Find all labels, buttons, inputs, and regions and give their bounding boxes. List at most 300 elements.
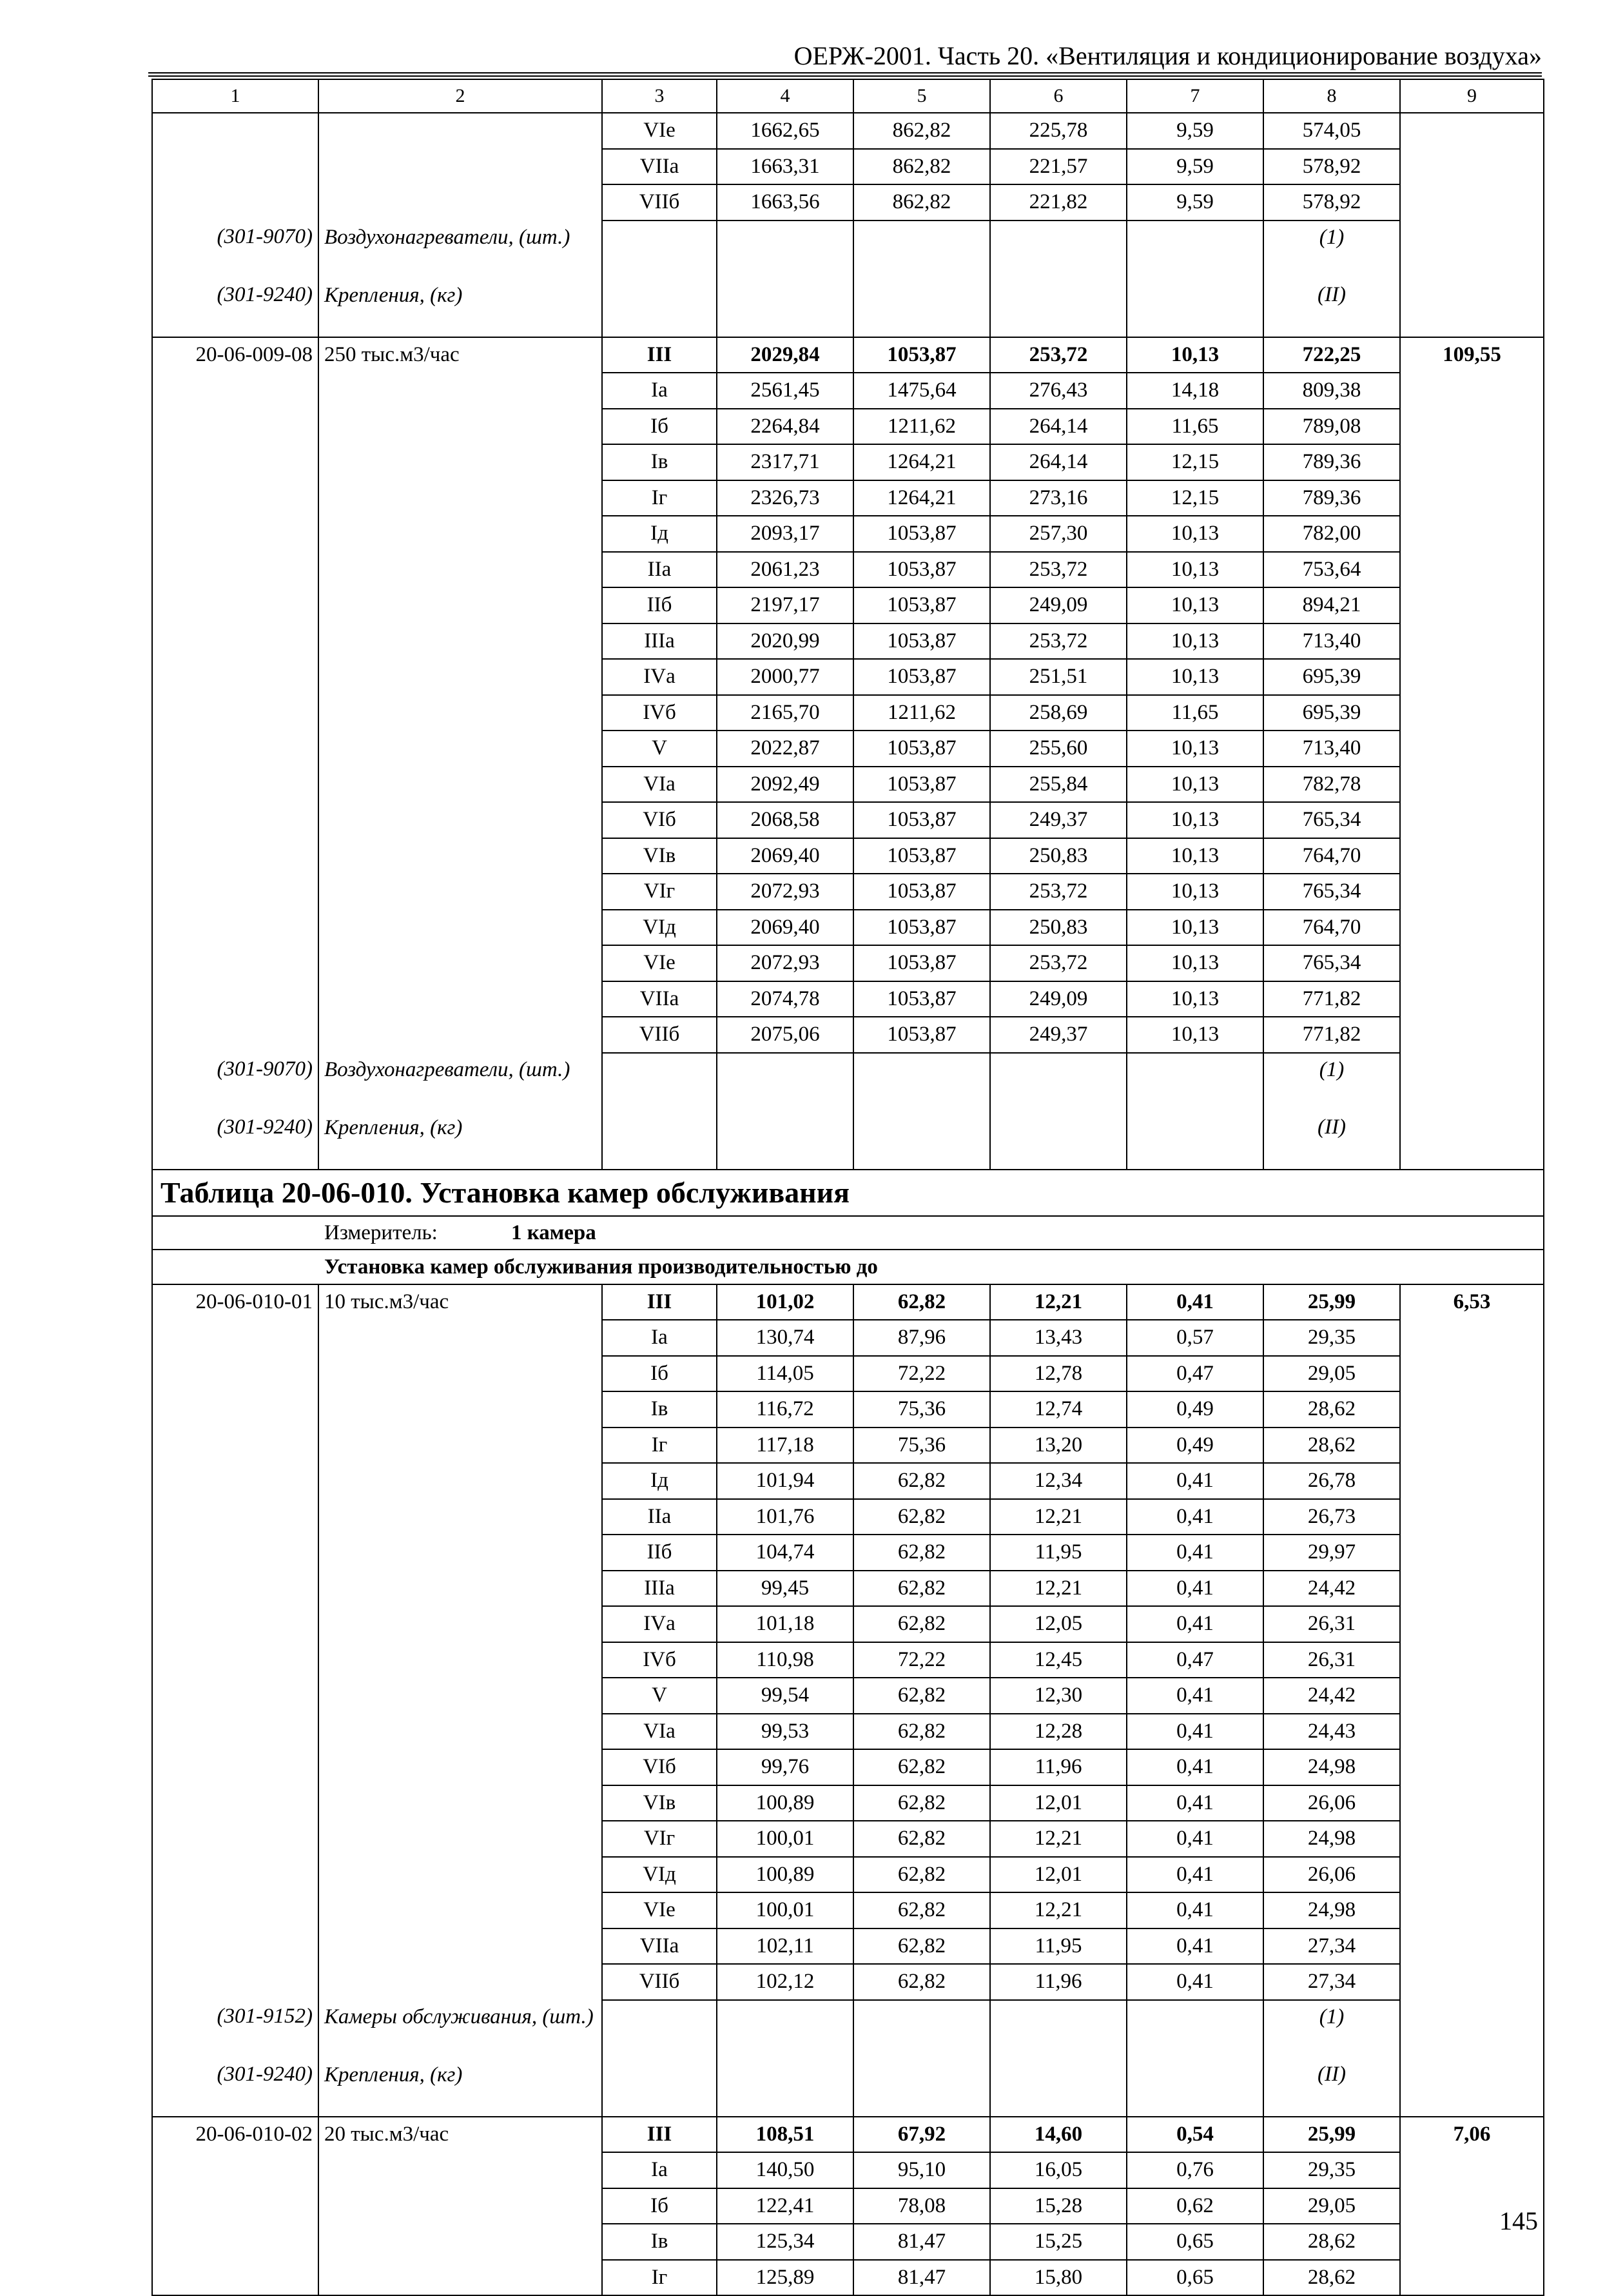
value-cell: 258,69 bbox=[990, 695, 1127, 731]
value-cell: 253,72 bbox=[990, 945, 1127, 981]
total-cell bbox=[1400, 1785, 1544, 1821]
value-cell: 1053,87 bbox=[853, 767, 990, 803]
value-cell: 28,62 bbox=[1263, 1391, 1400, 1428]
rate-code bbox=[152, 945, 318, 981]
rate-code bbox=[152, 874, 318, 910]
total-cell bbox=[1400, 587, 1544, 623]
total-cell bbox=[1400, 838, 1544, 874]
value-cell: 255,60 bbox=[990, 731, 1127, 767]
value-cell: 114,05 bbox=[717, 1356, 853, 1392]
value-cell: 13,20 bbox=[990, 1428, 1127, 1464]
rate-name bbox=[318, 2152, 602, 2188]
value-cell: 2074,78 bbox=[717, 981, 853, 1017]
value-cell: 0,41 bbox=[1127, 1892, 1263, 1928]
value-cell: 11,95 bbox=[990, 1928, 1127, 1965]
total-cell bbox=[1400, 516, 1544, 552]
value-cell: 62,82 bbox=[853, 1535, 990, 1571]
rate-name bbox=[318, 2260, 602, 2296]
rate-code bbox=[152, 113, 318, 149]
value-cell: 722,25 bbox=[1263, 337, 1400, 373]
empty-cell bbox=[853, 221, 990, 279]
value-cell: 2264,84 bbox=[717, 409, 853, 445]
zone-cell: Iд bbox=[602, 1463, 717, 1499]
empty-cell bbox=[717, 1111, 853, 1170]
value-cell: 2561,45 bbox=[717, 373, 853, 409]
value-cell: 100,01 bbox=[717, 1821, 853, 1857]
value-cell: 108,51 bbox=[717, 2117, 853, 2153]
value-cell: 2072,93 bbox=[717, 874, 853, 910]
rate-code bbox=[152, 1017, 318, 1053]
rate-code bbox=[152, 1749, 318, 1785]
value-cell: 0,41 bbox=[1127, 1857, 1263, 1893]
value-cell: 0,41 bbox=[1127, 1606, 1263, 1642]
rate-code bbox=[152, 1928, 318, 1965]
empty-cell bbox=[1400, 279, 1544, 337]
value-cell: 225,78 bbox=[990, 113, 1127, 149]
rate-name bbox=[318, 1785, 602, 1821]
value-cell: 10,13 bbox=[1127, 910, 1263, 946]
value-cell: 2075,06 bbox=[717, 1017, 853, 1053]
empty-cell bbox=[1127, 1111, 1263, 1170]
value-cell: 102,11 bbox=[717, 1928, 853, 1965]
table-row bbox=[152, 113, 1544, 149]
zone-cell: IIа bbox=[602, 552, 717, 588]
value-cell: 10,13 bbox=[1127, 659, 1263, 695]
value-cell: 764,70 bbox=[1263, 838, 1400, 874]
column-number: 3 bbox=[602, 79, 717, 113]
value-cell: 0,41 bbox=[1127, 1678, 1263, 1714]
zone-cell: VIб bbox=[602, 802, 717, 838]
value-cell: 25,99 bbox=[1263, 2117, 1400, 2153]
total-cell bbox=[1400, 1428, 1544, 1464]
value-cell: 771,82 bbox=[1263, 981, 1400, 1017]
resource-name: Воздухонагреватели, (шт.) bbox=[318, 1053, 602, 1111]
rate-name: 10 тыс.м3/час bbox=[318, 1284, 602, 1320]
zone-cell: V bbox=[602, 1678, 717, 1714]
value-cell: 99,45 bbox=[717, 1571, 853, 1607]
value-cell: 29,35 bbox=[1263, 2152, 1400, 2188]
rate-name bbox=[318, 659, 602, 695]
rate-code bbox=[152, 1535, 318, 1571]
rate-code bbox=[152, 1499, 318, 1535]
rates-table-body bbox=[152, 79, 1544, 2295]
resource-value: (1) bbox=[1263, 221, 1400, 279]
resource-row bbox=[152, 279, 1544, 337]
zone-cell: Iд bbox=[602, 516, 717, 552]
value-cell: 0,54 bbox=[1127, 2117, 1263, 2153]
value-cell: 62,82 bbox=[853, 1821, 990, 1857]
rate-code: 20-06-010-02 bbox=[152, 2117, 318, 2153]
value-cell: 26,06 bbox=[1263, 1785, 1400, 1821]
rate-code bbox=[152, 1320, 318, 1356]
value-cell: 10,13 bbox=[1127, 874, 1263, 910]
table-row bbox=[152, 838, 1544, 874]
value-cell: 1053,87 bbox=[853, 981, 990, 1017]
rate-code bbox=[152, 2260, 318, 2296]
value-cell: 771,82 bbox=[1263, 1017, 1400, 1053]
empty-cell bbox=[1400, 1053, 1544, 1111]
rate-name: 250 тыс.м3/час bbox=[318, 337, 602, 373]
value-cell: 0,41 bbox=[1127, 1749, 1263, 1785]
value-cell: 2197,17 bbox=[717, 587, 853, 623]
value-cell: 12,30 bbox=[990, 1678, 1127, 1714]
table-row bbox=[152, 767, 1544, 803]
column-number: 5 bbox=[853, 79, 990, 113]
empty-cell bbox=[990, 279, 1127, 337]
value-cell: 2061,23 bbox=[717, 552, 853, 588]
value-cell: 862,82 bbox=[853, 184, 990, 221]
zone-cell: VIг bbox=[602, 874, 717, 910]
rate-name bbox=[318, 874, 602, 910]
value-cell: 12,15 bbox=[1127, 480, 1263, 516]
value-cell: 10,13 bbox=[1127, 838, 1263, 874]
table-row bbox=[152, 874, 1544, 910]
value-cell: 0,47 bbox=[1127, 1642, 1263, 1678]
rate-code bbox=[152, 623, 318, 660]
value-cell: 81,47 bbox=[853, 2260, 990, 2296]
value-cell: 789,08 bbox=[1263, 409, 1400, 445]
value-cell: 11,65 bbox=[1127, 695, 1263, 731]
table-title: Таблица 20-06-010. Установка камер обслуживания bbox=[152, 1170, 1544, 1216]
empty-cell bbox=[1127, 1053, 1263, 1111]
total-cell bbox=[1400, 695, 1544, 731]
value-cell: 24,98 bbox=[1263, 1749, 1400, 1785]
rate-code bbox=[152, 409, 318, 445]
table-row bbox=[152, 373, 1544, 409]
table-row bbox=[152, 1356, 1544, 1392]
table-row bbox=[152, 1606, 1544, 1642]
rate-code bbox=[152, 1678, 318, 1714]
value-cell: 62,82 bbox=[853, 1928, 990, 1965]
table-row bbox=[152, 1571, 1544, 1607]
value-cell: 809,38 bbox=[1263, 373, 1400, 409]
column-number: 1 bbox=[152, 79, 318, 113]
rate-name bbox=[318, 1714, 602, 1750]
zone-cell: VIIа bbox=[602, 149, 717, 185]
zone-cell: Iг bbox=[602, 1428, 717, 1464]
value-cell: 12,45 bbox=[990, 1642, 1127, 1678]
empty-cell bbox=[1400, 2000, 1544, 2058]
zone-cell: IIIа bbox=[602, 1571, 717, 1607]
table-row bbox=[152, 1821, 1544, 1857]
zone-cell: VIе bbox=[602, 1892, 717, 1928]
value-cell: 10,13 bbox=[1127, 623, 1263, 660]
rate-code bbox=[152, 767, 318, 803]
rate-name bbox=[318, 767, 602, 803]
value-cell: 894,21 bbox=[1263, 587, 1400, 623]
value-cell: 99,76 bbox=[717, 1749, 853, 1785]
table-row bbox=[152, 587, 1544, 623]
header-rule bbox=[148, 72, 1542, 77]
value-cell: 695,39 bbox=[1263, 695, 1400, 731]
total-cell: 109,55 bbox=[1400, 337, 1544, 373]
empty-cell bbox=[1400, 221, 1544, 279]
total-cell bbox=[1400, 184, 1544, 221]
rates-table bbox=[151, 79, 1544, 2296]
value-cell: 10,13 bbox=[1127, 767, 1263, 803]
table-row bbox=[152, 516, 1544, 552]
total-cell bbox=[1400, 1499, 1544, 1535]
zone-cell: IVа bbox=[602, 1606, 717, 1642]
value-cell: 62,82 bbox=[853, 1785, 990, 1821]
value-cell: 249,37 bbox=[990, 1017, 1127, 1053]
measure-value: 1 камера bbox=[511, 1221, 596, 1244]
rate-code bbox=[152, 184, 318, 221]
resource-row bbox=[152, 221, 1544, 279]
total-cell bbox=[1400, 1535, 1544, 1571]
empty-cell bbox=[602, 1053, 717, 1111]
table-row bbox=[152, 2224, 1544, 2260]
rate-name bbox=[318, 1499, 602, 1535]
value-cell: 0,49 bbox=[1127, 1391, 1263, 1428]
value-cell: 1053,87 bbox=[853, 910, 990, 946]
value-cell: 0,41 bbox=[1127, 1284, 1263, 1320]
value-cell: 765,34 bbox=[1263, 945, 1400, 981]
rate-name bbox=[318, 910, 602, 946]
zone-cell: IVб bbox=[602, 695, 717, 731]
resource-value: (II) bbox=[1263, 2058, 1400, 2117]
value-cell: 99,53 bbox=[717, 1714, 853, 1750]
measure-cell bbox=[152, 1216, 1544, 1250]
value-cell: 250,83 bbox=[990, 910, 1127, 946]
value-cell: 251,51 bbox=[990, 659, 1127, 695]
subheading: Установка камер обслуживания производительностью до bbox=[324, 1255, 878, 1279]
value-cell: 14,18 bbox=[1127, 373, 1263, 409]
value-cell: 862,82 bbox=[853, 113, 990, 149]
rate-code bbox=[152, 659, 318, 695]
rate-code bbox=[152, 2188, 318, 2224]
value-cell: 765,34 bbox=[1263, 802, 1400, 838]
value-cell: 25,99 bbox=[1263, 1284, 1400, 1320]
value-cell: 87,96 bbox=[853, 1320, 990, 1356]
column-number: 2 bbox=[318, 79, 602, 113]
table-row bbox=[152, 910, 1544, 946]
empty-cell bbox=[853, 279, 990, 337]
table-row bbox=[152, 2152, 1544, 2188]
value-cell: 257,30 bbox=[990, 516, 1127, 552]
value-cell: 695,39 bbox=[1263, 659, 1400, 695]
value-cell: 101,94 bbox=[717, 1463, 853, 1499]
total-cell bbox=[1400, 910, 1544, 946]
total-cell bbox=[1400, 981, 1544, 1017]
empty-cell bbox=[990, 2000, 1127, 2058]
resource-row bbox=[152, 2058, 1544, 2117]
value-cell: 95,10 bbox=[853, 2152, 990, 2188]
column-number: 9 bbox=[1400, 79, 1544, 113]
value-cell: 1053,87 bbox=[853, 945, 990, 981]
rate-name bbox=[318, 1678, 602, 1714]
total-cell bbox=[1400, 2260, 1544, 2296]
value-cell: 130,74 bbox=[717, 1320, 853, 1356]
rate-code bbox=[152, 2224, 318, 2260]
rate-code bbox=[152, 1857, 318, 1893]
rate-name bbox=[318, 1571, 602, 1607]
rate-name bbox=[318, 1857, 602, 1893]
rate-code bbox=[152, 149, 318, 185]
total-cell bbox=[1400, 1678, 1544, 1714]
value-cell: 0,41 bbox=[1127, 1785, 1263, 1821]
value-cell: 1053,87 bbox=[853, 1017, 990, 1053]
zone-cell: VIд bbox=[602, 910, 717, 946]
rate-code bbox=[152, 516, 318, 552]
zone-cell: Iб bbox=[602, 409, 717, 445]
rate-code bbox=[152, 373, 318, 409]
rate-name bbox=[318, 552, 602, 588]
rate-name bbox=[318, 184, 602, 221]
zone-cell: Iб bbox=[602, 2188, 717, 2224]
value-cell: 100,89 bbox=[717, 1857, 853, 1893]
value-cell: 67,92 bbox=[853, 2117, 990, 2153]
value-cell: 16,05 bbox=[990, 2152, 1127, 2188]
zone-cell: IIIа bbox=[602, 623, 717, 660]
rate-name bbox=[318, 2224, 602, 2260]
table-row bbox=[152, 1857, 1544, 1893]
value-cell: 2029,84 bbox=[717, 337, 853, 373]
rate-code bbox=[152, 1428, 318, 1464]
resource-code: (301-9240) bbox=[152, 279, 318, 337]
table-row bbox=[152, 2117, 1544, 2153]
table-row bbox=[152, 695, 1544, 731]
resource-code: (301-9070) bbox=[152, 1053, 318, 1111]
rate-name bbox=[318, 1017, 602, 1053]
rate-name bbox=[318, 1642, 602, 1678]
value-cell: 0,57 bbox=[1127, 1320, 1263, 1356]
value-cell: 62,82 bbox=[853, 1678, 990, 1714]
value-cell: 78,08 bbox=[853, 2188, 990, 2224]
table-row bbox=[152, 149, 1544, 185]
value-cell: 81,47 bbox=[853, 2224, 990, 2260]
value-cell: 782,78 bbox=[1263, 767, 1400, 803]
empty-cell bbox=[1127, 2000, 1263, 2058]
rate-name bbox=[318, 587, 602, 623]
value-cell: 9,59 bbox=[1127, 149, 1263, 185]
total-cell bbox=[1400, 1320, 1544, 1356]
zone-cell: III bbox=[602, 2117, 717, 2153]
rate-code bbox=[152, 1606, 318, 1642]
value-cell: 264,14 bbox=[990, 409, 1127, 445]
rate-code bbox=[152, 1964, 318, 2000]
value-cell: 62,82 bbox=[853, 1857, 990, 1893]
table-row bbox=[152, 409, 1544, 445]
value-cell: 789,36 bbox=[1263, 444, 1400, 480]
value-cell: 75,36 bbox=[853, 1391, 990, 1428]
value-cell: 27,34 bbox=[1263, 1928, 1400, 1965]
table-row bbox=[152, 1284, 1544, 1320]
value-cell: 29,05 bbox=[1263, 1356, 1400, 1392]
value-cell: 1053,87 bbox=[853, 659, 990, 695]
value-cell: 101,02 bbox=[717, 1284, 853, 1320]
zone-cell: Iа bbox=[602, 1320, 717, 1356]
table-row bbox=[152, 552, 1544, 588]
total-cell bbox=[1400, 1642, 1544, 1678]
value-cell: 713,40 bbox=[1263, 623, 1400, 660]
value-cell: 26,73 bbox=[1263, 1499, 1400, 1535]
rate-name bbox=[318, 695, 602, 731]
rate-name bbox=[318, 1606, 602, 1642]
resource-code: (301-9070) bbox=[152, 221, 318, 279]
rate-code bbox=[152, 1714, 318, 1750]
value-cell: 0,76 bbox=[1127, 2152, 1263, 2188]
zone-cell: VIа bbox=[602, 1714, 717, 1750]
value-cell: 10,13 bbox=[1127, 516, 1263, 552]
rate-name bbox=[318, 731, 602, 767]
rate-name bbox=[318, 1821, 602, 1857]
table-row bbox=[152, 1535, 1544, 1571]
rate-name bbox=[318, 1892, 602, 1928]
table-row bbox=[152, 1714, 1544, 1750]
value-cell: 62,82 bbox=[853, 1714, 990, 1750]
table-row bbox=[152, 1320, 1544, 1356]
table-row bbox=[152, 945, 1544, 981]
column-number: 6 bbox=[990, 79, 1127, 113]
value-cell: 12,21 bbox=[990, 1892, 1127, 1928]
value-cell: 1264,21 bbox=[853, 480, 990, 516]
value-cell: 29,97 bbox=[1263, 1535, 1400, 1571]
rate-code bbox=[152, 802, 318, 838]
value-cell: 273,16 bbox=[990, 480, 1127, 516]
table-row bbox=[152, 1499, 1544, 1535]
rate-code bbox=[152, 910, 318, 946]
value-cell: 1663,31 bbox=[717, 149, 853, 185]
total-cell bbox=[1400, 1749, 1544, 1785]
value-cell: 2000,77 bbox=[717, 659, 853, 695]
rate-code bbox=[152, 587, 318, 623]
zone-cell: Iв bbox=[602, 1391, 717, 1428]
value-cell: 782,00 bbox=[1263, 516, 1400, 552]
column-number: 4 bbox=[717, 79, 853, 113]
table-row bbox=[152, 659, 1544, 695]
value-cell: 0,49 bbox=[1127, 1428, 1263, 1464]
total-cell bbox=[1400, 373, 1544, 409]
value-cell: 264,14 bbox=[990, 444, 1127, 480]
value-cell: 62,82 bbox=[853, 1606, 990, 1642]
total-cell bbox=[1400, 113, 1544, 149]
rate-code bbox=[152, 1892, 318, 1928]
empty-cell bbox=[990, 221, 1127, 279]
value-cell: 15,25 bbox=[990, 2224, 1127, 2260]
zone-cell: VIIб bbox=[602, 1017, 717, 1053]
table-row bbox=[152, 444, 1544, 480]
measure-label: Измеритель: bbox=[324, 1221, 438, 1244]
resource-value: (1) bbox=[1263, 2000, 1400, 2058]
rate-code bbox=[152, 838, 318, 874]
resource-value: (1) bbox=[1263, 1053, 1400, 1111]
value-cell: 140,50 bbox=[717, 2152, 853, 2188]
value-cell: 2020,99 bbox=[717, 623, 853, 660]
rate-code bbox=[152, 1571, 318, 1607]
value-cell: 253,72 bbox=[990, 552, 1127, 588]
value-cell: 24,42 bbox=[1263, 1678, 1400, 1714]
rate-code bbox=[152, 1391, 318, 1428]
total-cell bbox=[1400, 1017, 1544, 1053]
value-cell: 1211,62 bbox=[853, 695, 990, 731]
rate-name bbox=[318, 1964, 602, 2000]
value-cell: 1053,87 bbox=[853, 516, 990, 552]
empty-cell bbox=[1400, 1111, 1544, 1170]
table-title-row bbox=[152, 1170, 1544, 1216]
value-cell: 12,34 bbox=[990, 1463, 1127, 1499]
value-cell: 753,64 bbox=[1263, 552, 1400, 588]
rate-name bbox=[318, 516, 602, 552]
table-row bbox=[152, 1678, 1544, 1714]
value-cell: 0,41 bbox=[1127, 1928, 1263, 1965]
empty-cell bbox=[602, 221, 717, 279]
zone-cell: VIе bbox=[602, 945, 717, 981]
value-cell: 0,41 bbox=[1127, 1964, 1263, 2000]
rate-code: 20-06-009-08 bbox=[152, 337, 318, 373]
zone-cell: Iг bbox=[602, 2260, 717, 2296]
total-cell bbox=[1400, 2152, 1544, 2188]
